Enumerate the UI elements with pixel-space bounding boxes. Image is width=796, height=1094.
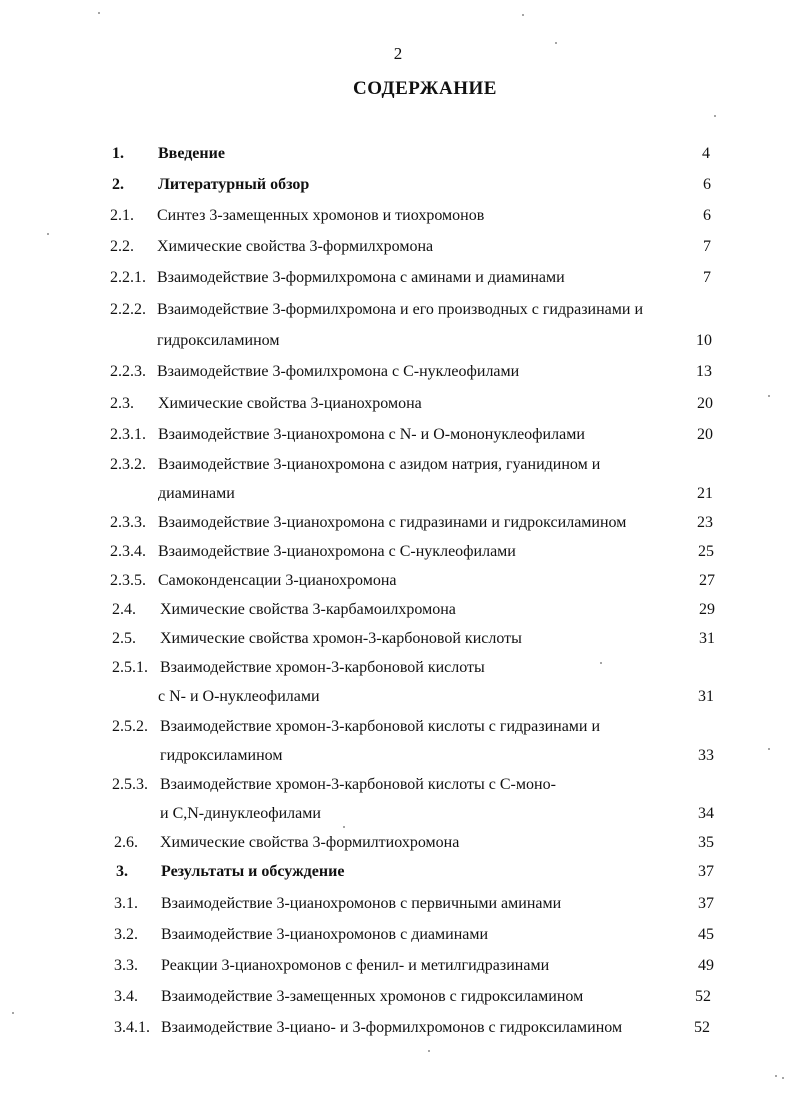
page-number: 2 [393, 44, 403, 63]
toc-page: 52 [695, 988, 711, 1005]
scan-speck [782, 1077, 784, 1079]
toc-text: гидроксиламином [160, 747, 283, 764]
toc-page: 31 [698, 688, 714, 705]
toc-text: Взаимодействие 3-цианохромона с N- и О-мононуклеофилами [158, 426, 585, 443]
toc-page: 33 [698, 747, 714, 764]
scan-speck [428, 1050, 430, 1052]
toc-text: Взаимодействие 3-цианохромонов с первичными аминами [161, 895, 562, 912]
toc-text: Введение [158, 145, 225, 162]
toc-text: Взаимодействие 3-цианохромонов с диаминами [161, 926, 489, 943]
toc-text: Синтез 3-замещенных хромонов и тиохромонов [157, 207, 485, 224]
toc-page: 7 [703, 238, 711, 255]
toc-text: Взаимодействие 3-формилхромона с аминами и диаминами [157, 269, 565, 286]
toc-page: 37 [698, 895, 714, 912]
toc-text: Взаимодействие 3-цианохромона с гидразинами и гидроксиламином [158, 514, 627, 531]
toc-number: 2.3. [110, 395, 134, 412]
toc-page: 13 [696, 363, 712, 380]
toc-number: 2.5. [112, 630, 136, 647]
toc-number: 2. [112, 176, 124, 193]
toc-number: 3.4.1. [114, 1019, 150, 1036]
toc-number: 2.3.4. [110, 543, 146, 560]
toc-page: 10 [696, 332, 712, 349]
toc-text: Взаимодействие 3-цианохромона с С-нуклеофилами [158, 543, 516, 560]
toc-page: 25 [698, 543, 714, 560]
toc-text: Взаимодействие хромон-3-карбоновой кислоты с С-моно- [160, 776, 556, 793]
toc-number: 2.3.2. [110, 456, 146, 473]
toc-number: 3.3. [114, 957, 138, 974]
toc-number: 2.1. [110, 207, 134, 224]
toc-number: 2.2.1. [110, 269, 146, 286]
toc-page: 34 [698, 805, 714, 822]
toc-page: 20 [697, 395, 713, 412]
toc-number: 2.4. [112, 601, 136, 618]
toc-number: 2.3.1. [110, 426, 146, 443]
toc-page: 7 [703, 269, 711, 286]
toc-page: 4 [702, 145, 710, 162]
toc-number: 2.5.2. [112, 718, 148, 735]
toc-page: 6 [703, 176, 711, 193]
toc-text: Химические свойства 3-карбамоилхромона [160, 601, 456, 618]
toc-page: 6 [703, 207, 711, 224]
toc-page: 29 [699, 601, 715, 618]
toc-text: Взаимодействие хромон-3-карбоновой кислоты с гидразинами и [160, 718, 601, 735]
toc-text: Химические свойства 3-формилхромона [157, 238, 434, 255]
toc-number: 3.2. [114, 926, 138, 943]
scan-speck [775, 1075, 777, 1077]
toc-number: 1. [112, 145, 124, 162]
toc-number: 2.2.3. [110, 363, 146, 380]
scan-speck [47, 233, 49, 235]
toc-number: 2.2.2. [110, 301, 146, 318]
toc-text: Химические свойства 3-формилтиохромона [160, 834, 460, 851]
toc-page: 21 [697, 485, 713, 502]
toc-page: 23 [697, 514, 713, 531]
toc-text: Взаимодействие хромон-3-карбоновой кислоты [160, 659, 485, 676]
scan-speck [555, 42, 557, 44]
scan-speck [522, 14, 524, 16]
toc-number: 2.5.1. [112, 659, 148, 676]
toc-page: 31 [699, 630, 715, 647]
scan-speck [343, 826, 345, 828]
toc-page: 45 [698, 926, 714, 943]
scan-speck [768, 395, 770, 397]
toc-number: 3.1. [114, 895, 138, 912]
toc-page: 27 [699, 572, 715, 589]
scan-speck [768, 748, 770, 750]
page-title: СОДЕРЖАНИЕ [353, 78, 497, 99]
toc-text: Литературный обзор [158, 176, 310, 193]
toc-text: Реакции 3-цианохромонов с фенил- и метилгидразинами [161, 957, 550, 974]
toc-text: Взаимодействие 3-формилхромона и его производных с гидразинами и [157, 301, 644, 318]
toc-number: 2.5.3. [112, 776, 148, 793]
toc-number: 2.3.3. [110, 514, 146, 531]
toc-page: 37 [698, 863, 714, 880]
scan-speck [600, 662, 602, 664]
scan-speck [12, 1012, 14, 1014]
toc-text: Взаимодействие 3-фомилхромона с С-нуклеофилами [157, 363, 520, 380]
toc-text: Самоконденсации 3-цианохромона [158, 572, 397, 589]
toc-number: 2.3.5. [110, 572, 146, 589]
toc-text: Химические свойства 3-цианохромона [158, 395, 422, 412]
toc-number: 2.6. [114, 834, 138, 851]
toc-text: и С,N-динуклеофилами [160, 805, 321, 822]
toc-text: с N- и О-нуклеофилами [158, 688, 320, 705]
toc-text: Взаимодействие 3-замещенных хромонов с гидроксиламином [161, 988, 584, 1005]
toc-text: Результаты и обсуждение [161, 863, 345, 880]
toc-number: 3. [116, 863, 128, 880]
toc-text: Взаимодействие 3-циано- и 3-формилхромонов с гидроксиламином [161, 1019, 623, 1036]
toc-page: 35 [698, 834, 714, 851]
scan-speck [714, 115, 716, 117]
toc-page: 49 [698, 957, 714, 974]
toc-text: гидроксиламином [157, 332, 280, 349]
toc-text: диаминами [158, 485, 235, 502]
scan-speck [98, 12, 100, 14]
toc-number: 2.2. [110, 238, 134, 255]
toc-page: 52 [694, 1019, 710, 1036]
toc-text: Химические свойства хромон-3-карбоновой кислоты [160, 630, 522, 647]
toc-page: 20 [697, 426, 713, 443]
toc-number: 3.4. [114, 988, 138, 1005]
toc-text: Взаимодействие 3-цианохромона с азидом натрия, гуанидином и [158, 456, 601, 473]
